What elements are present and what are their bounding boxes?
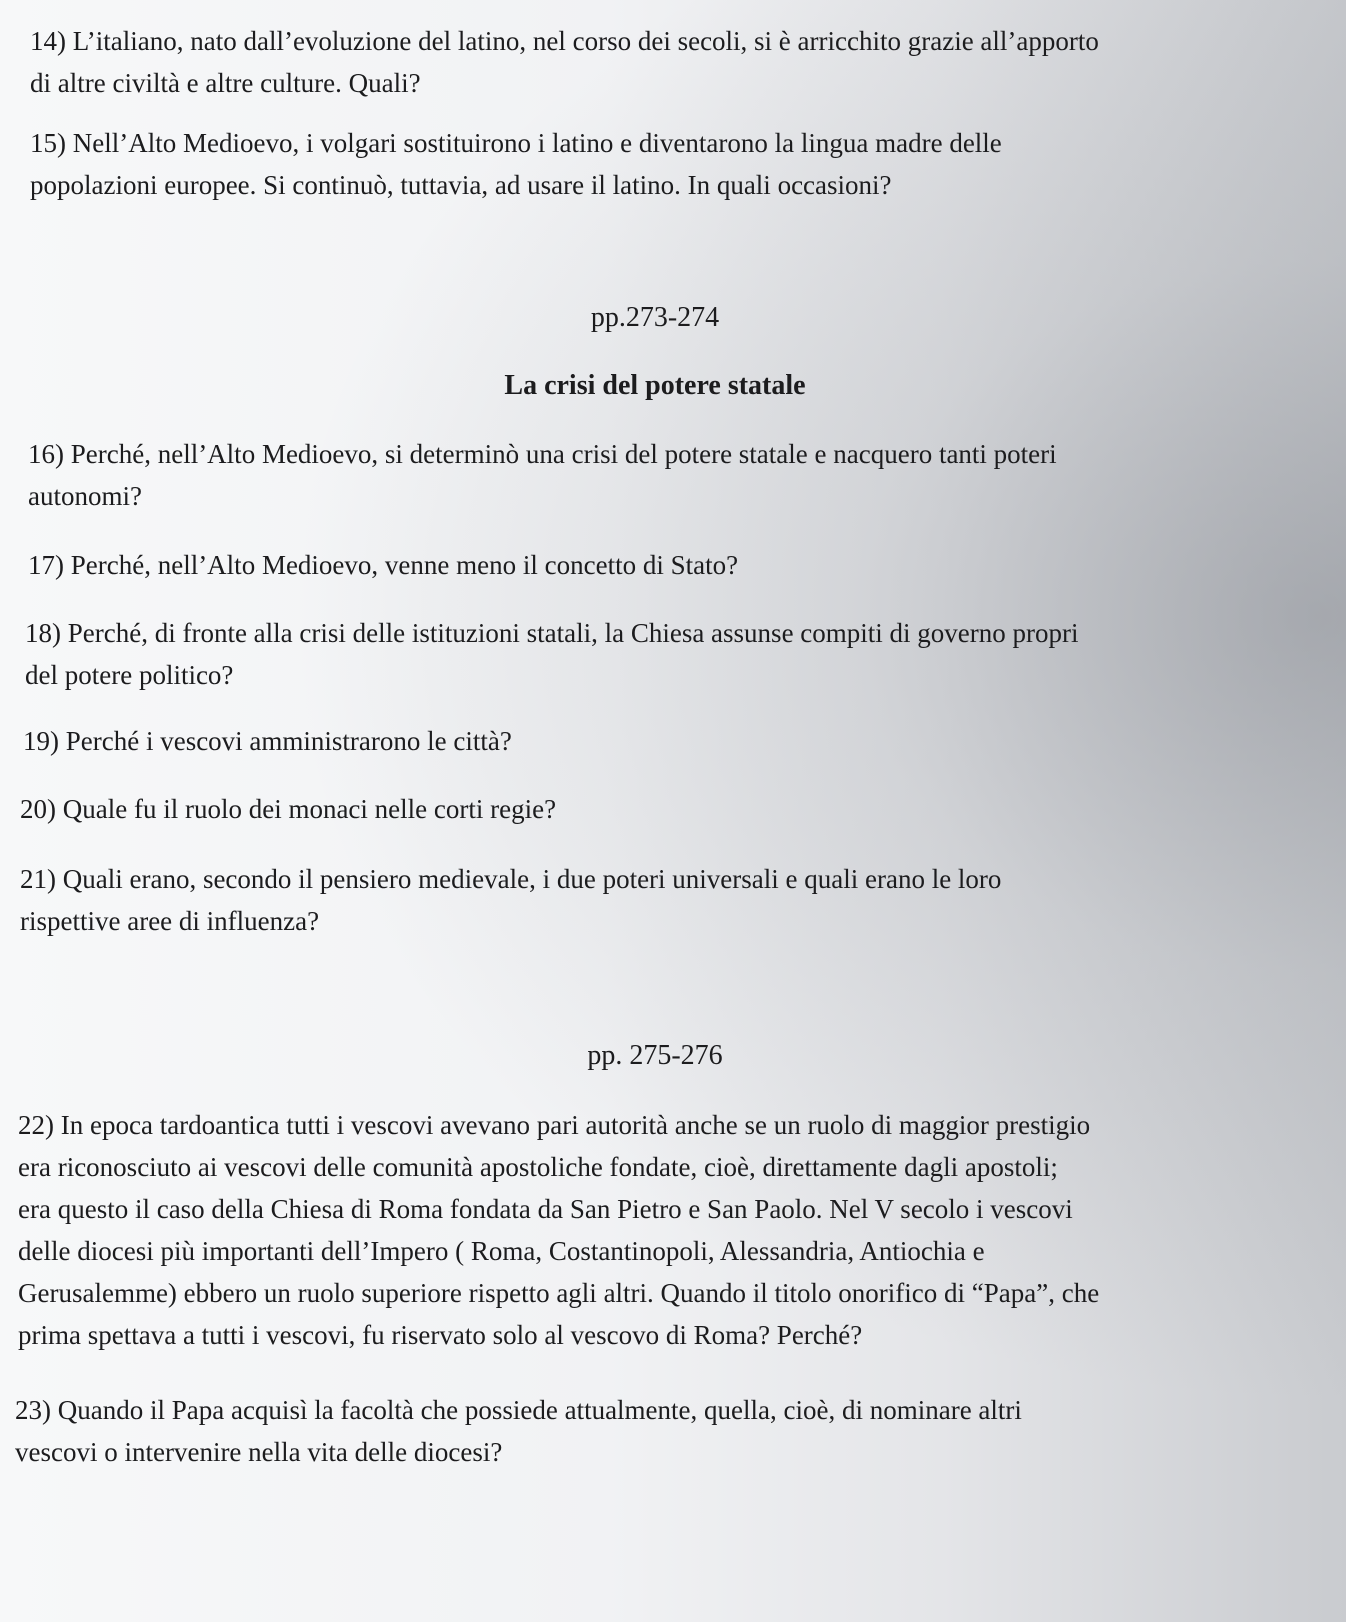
question-number: 16) xyxy=(28,439,64,469)
question-text: Perché i vescovi amministrarono le città? xyxy=(65,726,512,756)
question-20 xyxy=(20,788,556,830)
question-text: Quale fu il ruolo dei monaci nelle corti regie? xyxy=(62,794,557,824)
section-pages-273-274: pp.273-274 xyxy=(590,302,720,333)
question-15 xyxy=(30,122,1002,206)
question-text: Nell’Alto Medioevo, i volgari sostituirono i latino e diventarono la lingua madre delle popolazioni europee. Si continuò, tuttavia, ad usare il latino. In quali occasioni? xyxy=(30,128,1002,200)
question-19 xyxy=(23,720,512,762)
question-number: 23) xyxy=(15,1395,51,1425)
section-pages-275-276: pp. 275-276 xyxy=(587,1040,723,1071)
question-14 xyxy=(30,20,1099,104)
question-number: 15) xyxy=(30,128,66,158)
question-text: Perché, nell’Alto Medioevo, venne meno il concetto di Stato? xyxy=(70,550,739,580)
question-16 xyxy=(28,433,1057,517)
question-22 xyxy=(18,1104,1099,1356)
question-21 xyxy=(20,858,1001,942)
question-number: 20) xyxy=(20,794,56,824)
question-text: Perché, nell’Alto Medioevo, si determinò una crisi del potere statale e nacquero tanti poteri autonomi? xyxy=(28,439,1057,511)
question-number: 22) xyxy=(18,1110,54,1140)
section-title: La crisi del potere statale xyxy=(504,370,806,401)
question-number: 14) xyxy=(30,26,66,56)
question-text: L’italiano, nato dall’evoluzione del latino, nel corso dei secoli, si è arricchito grazie all’apporto di altre civiltà e altre culture. Quali? xyxy=(30,26,1099,98)
question-17 xyxy=(28,544,738,586)
question-18 xyxy=(25,612,1079,696)
question-number: 18) xyxy=(25,618,61,648)
question-number: 17) xyxy=(28,550,64,580)
question-text: In epoca tardoantica tutti i vescovi avevano pari autorità anche se un ruolo di maggior prestigio era riconosciuto ai vescovi delle comunità apostoliche fondate, cioè, direttamente dagli apostoli; era questo il caso della Chiesa di Roma fondata da San Pietro e San Paolo. Nel V secolo i vescovi delle diocesi più importanti dell’Impero ( Roma, Costantinopoli, Alessandria, Antiochia e Gerusalemme) ebbero un ruolo superiore rispetto agli altri. Quando il titolo onorifico di “Papa”, che prima spettava a tutti i vescovi, fu riservato solo al vescovo di Roma? Perché? xyxy=(18,1110,1100,1350)
question-text: Quando il Papa acquisì la facoltà che possiede attualmente, quella, cioè, di nominare altri vescovi o intervenire nella vita delle diocesi? xyxy=(15,1395,1022,1467)
question-text: Perché, di fronte alla crisi delle istituzioni statali, la Chiesa assunse compiti di governo propri del potere politico? xyxy=(25,618,1079,690)
question-text: Quali erano, secondo il pensiero medievale, i due poteri universali e quali erano le loro rispettive aree di influenza? xyxy=(20,864,1002,936)
question-number: 21) xyxy=(20,864,56,894)
question-number: 19) xyxy=(23,726,59,756)
question-23 xyxy=(15,1389,1022,1473)
